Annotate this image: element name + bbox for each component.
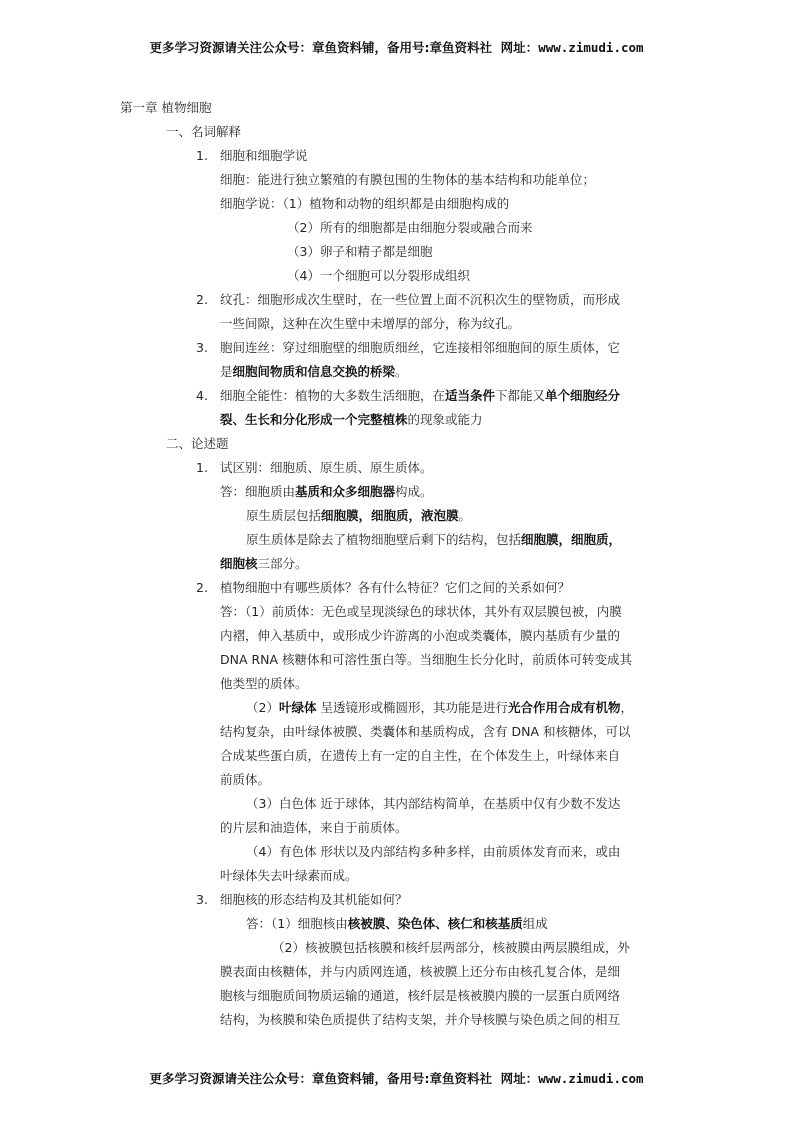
- answer-line: （3）白色体 近于球体，其内部结构简单，在基质中仅有少数不发达: [246, 796, 621, 811]
- text: ，: [620, 700, 633, 715]
- answer-line: [220, 556, 308, 572]
- section-heading: 一、名词解释: [166, 124, 242, 139]
- bold-text: 核被膜、染色体、核仁和核基质: [347, 916, 523, 931]
- bold-text: 细胞核: [220, 556, 258, 571]
- list-number: 3.: [196, 340, 208, 355]
- answer-line: 他类型的质体。: [220, 676, 308, 691]
- text: 呈透镜形或椭圆形，其功能是进行: [316, 700, 508, 715]
- answer-line: 膜表面由核糖体，并与内质网连通，核被膜上还分布由核孔复合体，是细: [220, 964, 621, 979]
- list-number: 2.: [196, 580, 208, 595]
- question-title: 细胞核的形态结构及其机能如何？: [220, 892, 408, 907]
- definition-line: 细胞：能进行独立繁殖的有膜包围的生物体的基本结构和功能单位；: [220, 172, 596, 187]
- text: 。: [458, 508, 472, 523]
- footer-text: 更多学习资源请关注公众号：章鱼资料铺，备用号:章鱼资料社: [149, 1071, 492, 1086]
- bold-text: 适当条件: [445, 388, 496, 403]
- text: 细胞全能性：植物的大多数生活细胞，在: [220, 388, 446, 403]
- footer-url[interactable]: www.zimudi.com: [538, 1071, 644, 1086]
- list-number: 3.: [196, 892, 208, 907]
- answer-line: 答：（1）前质体：无色或呈现淡绿色的球状体，其外有双层膜包被，内膜: [220, 604, 622, 619]
- answer-line: 结构复杂，由叶绿体被膜、类囊体和基质构成，含有 DNA 和核糖体，可以: [220, 724, 631, 739]
- bold-text: 细胞膜，细胞质，: [521, 532, 622, 547]
- header-url-label: 网址：: [500, 40, 539, 55]
- bold-text: 细胞膜，细胞质，液泡膜: [321, 508, 459, 523]
- list-number: 1.: [196, 148, 208, 163]
- question-title: 试区别：细胞质、原生质、原生质体。: [220, 460, 433, 475]
- answer-line: 的片层和油造体，来自于前质体。: [220, 820, 408, 835]
- answer-line: 内褶，伸入基质中，或形成少许游离的小泡或类囊体，膜内基质有少量的: [220, 628, 621, 643]
- text: （2）: [246, 700, 279, 715]
- answer-line: [246, 700, 633, 716]
- definition-line: （2）所有的细胞都是由细胞分裂或融合而来: [287, 220, 533, 235]
- answer-line: 合成某些蛋白质，在遗传上有一定的自主性，在个体发生上，叶绿体来自: [220, 748, 621, 763]
- text: 的现象或能力: [407, 412, 483, 427]
- definition-line: 细胞学说：（1）植物和动物的组织都是由细胞构成的: [220, 196, 510, 211]
- list-number: 4.: [196, 388, 208, 403]
- definition-line: （4）一个细胞可以分裂形成组织: [287, 268, 470, 283]
- list-number: 2.: [196, 292, 208, 307]
- answer-line: 叶绿体失去叶绿素而成。: [220, 868, 358, 883]
- text: 答：细胞质由: [220, 484, 296, 499]
- header-url[interactable]: www.zimudi.com: [538, 40, 644, 55]
- definition-line: 胞间连丝：穿过细胞壁的细胞质细丝，它连接相邻细胞间的原生质体，它: [220, 340, 621, 355]
- answer-line: 前质体。: [220, 772, 271, 787]
- text: 三部分。: [257, 556, 308, 571]
- text: 原生质体是除去了植物细胞壁后剩下的结构，包括: [246, 532, 522, 547]
- bold-text: 单个细胞经分: [545, 388, 621, 403]
- header-text: 更多学习资源请关注公众号：章鱼资料铺，备用号:章鱼资料社: [149, 40, 492, 55]
- answer-line: 胞核与细胞质间物质运输的通道，核纤层是核被膜内膜的一层蛋白质网络: [220, 988, 621, 1003]
- answer-line: 结构，为核膜和染色质提供了结构支架，并介导核膜与染色质之间的相互: [220, 1012, 621, 1027]
- page-header: [0, 38, 793, 56]
- answer-line: [246, 916, 548, 932]
- text: 。: [395, 364, 408, 379]
- text: 构成。: [395, 484, 433, 499]
- definition-line: （3）卵子和精子都是细胞: [287, 244, 433, 259]
- chapter-title: 第一章 植物细胞: [120, 100, 212, 115]
- text: 原生质层包括: [246, 508, 322, 523]
- item-title: 细胞和细胞学说: [220, 148, 308, 163]
- list-number: 1.: [196, 460, 208, 475]
- definition-line: [220, 388, 620, 404]
- definition-line: 一些间隙，这种在次生壁中未增厚的部分，称为纹孔。: [220, 316, 521, 331]
- bold-text: 叶绿体: [278, 700, 317, 715]
- answer-line: （4）有色体 形状以及内部结构多种多样，由前质体发育而来，或由: [246, 844, 621, 859]
- bold-text: 基质和众多细胞器: [295, 484, 396, 499]
- bold-text: 光合作用合成有机物: [507, 700, 621, 715]
- text: 是: [220, 364, 233, 379]
- text: 答：（1）细胞核由: [246, 916, 348, 931]
- bold-text: 细胞间物质和信息交换的桥梁: [232, 364, 396, 379]
- answer-line: [246, 532, 621, 548]
- question-title: 植物细胞中有哪些质体？各有什么特征？它们之间的关系如何？: [220, 580, 571, 595]
- footer-url-label: 网址：: [500, 1071, 539, 1086]
- answer-line: [246, 508, 471, 524]
- definition-line: [220, 412, 483, 428]
- answer-line: （2）核被膜包括核膜和核纤层两部分，核被膜由两层膜组成，外: [272, 940, 630, 955]
- answer-line: [220, 484, 433, 500]
- section-heading: 二、论述题: [166, 436, 229, 451]
- answer-line: DNA RNA 核糖体和可溶性蛋白等。当细胞生长分化时，前质体可转变成其: [220, 652, 633, 667]
- text: 下都能又: [495, 388, 546, 403]
- definition-line: [220, 364, 408, 380]
- definition-line: 纹孔：细胞形成次生壁时，在一些位置上面不沉积次生的壁物质，而形成: [220, 292, 621, 307]
- bold-text: 裂、生长和分化形成一个完整植株: [220, 412, 408, 427]
- page-footer: [0, 1069, 793, 1087]
- text: 组成: [522, 916, 548, 931]
